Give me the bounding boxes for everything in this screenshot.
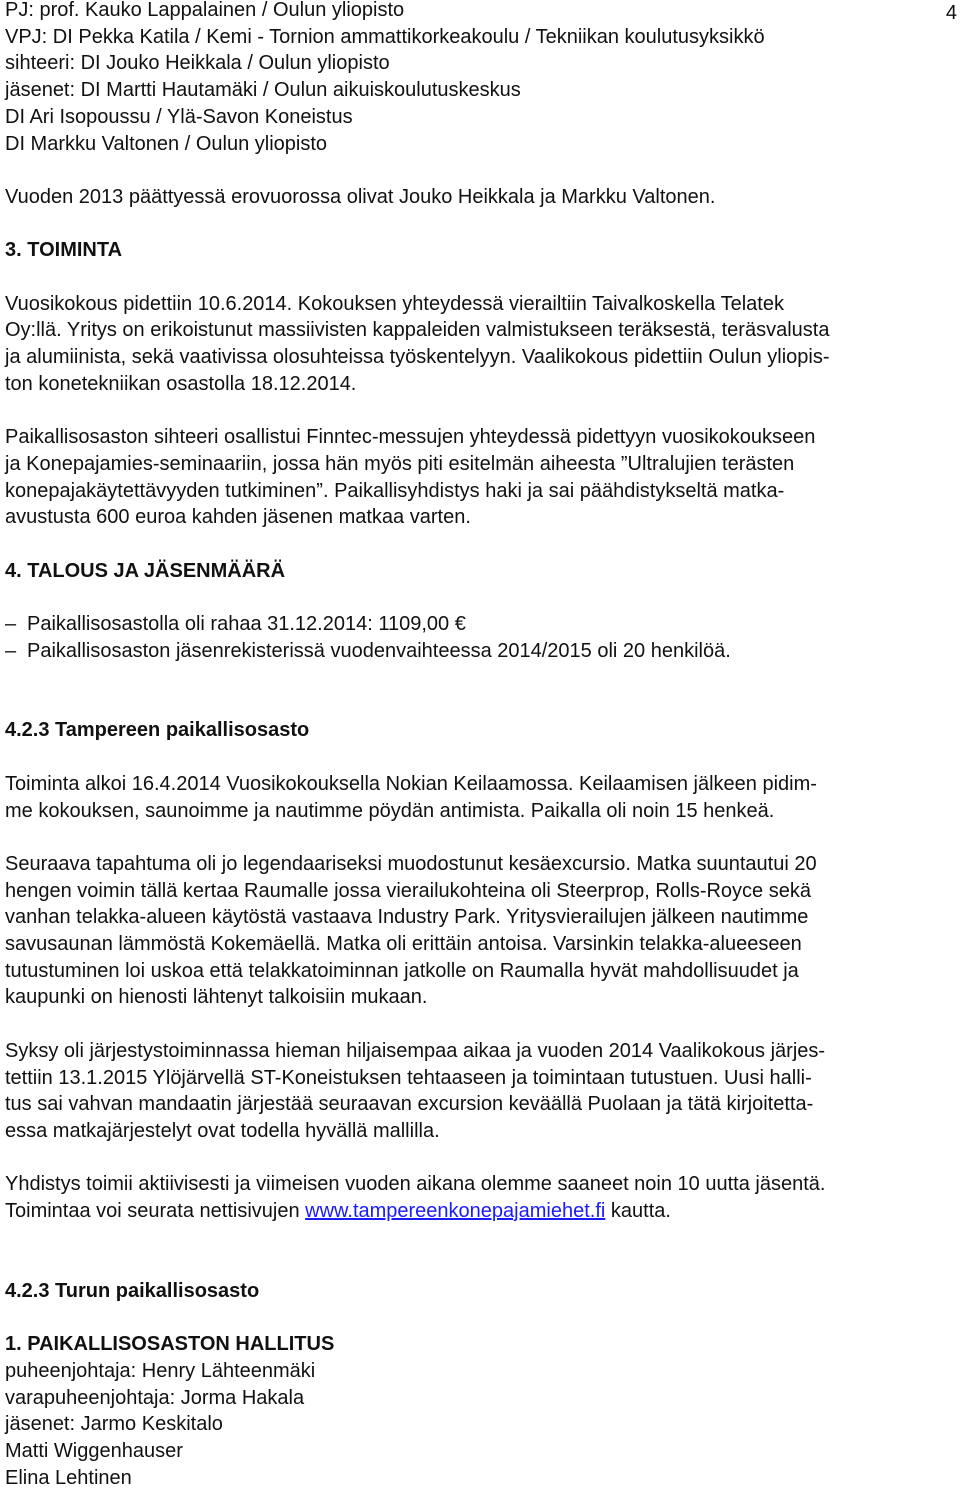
website-link[interactable]: www.tampereenkonepajamiehet.fi [305,1200,606,1223]
board-line: DI Markku Valtonen / Oulun yliopisto [5,132,328,155]
text-line: hengen voimin tällä kertaa Raumalle jossa vierailukohteina oli Steerprop, Rolls-Royce sekä [5,879,811,902]
text-line: ja alumiinista, sekä vaativissa olosuhteissa työskentelyyn. Vaalikokous pidettiin Oulun yliopis- [5,346,830,369]
text-line: ton konetekniikan osastolla 18.12.2014. [5,372,357,395]
text-line: Oy:llä. Yritys on erikoistunut massiivisten kappaleiden valmistukseen teräksestä, teräsvalusta [5,319,830,342]
tampere-paragraph-1 [5,771,938,824]
board-line: PJ: prof. Kauko Lappalainen / Oulun yliopisto [5,0,405,21]
text-line: essa matkajärjestelyt ovat todella hyvällä mallilla. [5,1119,440,1142]
text-line: Toiminta alkoi 16.4.2014 Vuosikokouksella Nokian Keilaamossa. Keilaamisen jälkeen pidim- [5,772,817,795]
resigning-text: Vuoden 2013 päättyessä erovuorossa olivat Jouko Heikkala ja Markku Valtonen. [5,185,716,208]
text-line: me kokouksen, saunoimme ja nautimme pöydän antimista. Paikalla oli noin 15 henkeä. [5,799,775,822]
member-line: Elina Lehtinen [5,1466,132,1489]
board-list [5,0,938,157]
tampere-paragraph-4 [5,1171,938,1224]
text-line: avustusta 600 euroa kahden jäsenen matkaa varten. [5,506,471,529]
text-line: Yhdistys toimii aktiivisesti ja viimeisen vuoden aikana olemme saaneet noin 10 uutta jäsentä. [5,1173,826,1196]
member-line: Matti Wiggenhauser [5,1439,183,1462]
section-heading-toiminta: 3. TOIMINTA [5,239,123,262]
member-line: varapuheenjohtaja: Jorma Hakala [5,1386,305,1409]
text-line: ja Konepajamies-seminaariin, jossa hän myös piti esitelmän aiheesta ”Ultralujien terästen [5,452,795,475]
board-line: VPJ: DI Pekka Katila / Kemi - Tornion ammattikorkeakoulu / Tekniikan koulutusyksikkö [5,25,765,48]
talous-list [5,611,938,664]
text-line: Vuosikokous pidettiin 10.6.2014. Kokouksen yhteydessä vierailtiin Taivalkoskella Telatek [5,292,784,315]
member-line: jäsenet: Jarmo Keskitalo [5,1413,223,1436]
text-line: vanhan telakka-alueen käytöstä vastaava Industry Park. Yritysvierailujen jälkeen nautimme [5,906,809,929]
text-line: tus sai vahvan mandaatin järjestää seuraavan excursion keväällä Puolaan ja tätä kirjoitetta- [5,1093,814,1116]
member-line: puheenjohtaja: Henry Lähteenmäki [5,1359,316,1382]
toiminta-paragraph-1 [5,291,938,398]
text-line: Paikallisosaston sihteeri osallistui Finntec-messujen yhteydessä pidettyyn vuosikokoukseen [5,426,816,449]
list-item: – Paikallisosaston jäsenrekisterissä vuodenvaihteessa 2014/2015 oli 20 henkilöä. [5,638,938,665]
text-line: savusaunan lämmöstä Kokemäellä. Matka oli erittäin antoisa. Varsinkin telakka-alueeseen [5,933,802,956]
toiminta-paragraph-2 [5,424,938,531]
text-line: tettiin 13.1.2015 Ylöjärvellä ST-Koneistuksen tehtaaseen ja toimintaan tutustuen. Uusi halli- [5,1066,812,1089]
text-line: tutustuminen loi uskoa että telakkatoiminnan jatkolle on Raumalla hyvät mahdollisuudet ja [5,959,799,982]
page-number: 4 [945,2,957,24]
turku-members-list [5,1358,938,1492]
dash-bullet: – [5,613,17,636]
section-heading-turku: 4.2.3 Turun paikallisosasto [5,1279,260,1302]
text-line: Seuraava tapahtuma oli jo legendaariseksi muodostunut kesäexcursio. Matka suuntautui 20 [5,852,817,875]
text-line: konepajakäytettävyyden tutkiminen”. Paikallisyhdistys haki ja sai päähdistykseltä matka- [5,479,785,502]
text-line: Toimintaa voi seurata nettisivujen www.tampereenkonepajamiehet.fi kautta. [5,1200,671,1223]
dash-bullet: – [5,639,17,662]
tampere-paragraph-3 [5,1038,938,1145]
subheading-hallitus: 1. PAIKALLISOSASTON HALLITUS [5,1333,335,1356]
list-item: – Paikallisosastolla oli rahaa 31.12.2014: 1109,00 € [5,611,938,638]
tampere-paragraph-2 [5,851,938,1011]
text-line: kaupunki on hienosti lähtenyt talkoisiin mukaan. [5,986,428,1009]
section-heading-tampere: 4.2.3 Tampereen paikallisosasto [5,719,310,742]
section-heading-talous: 4. TALOUS JA JÄSENMÄÄRÄ [5,559,286,582]
text-line: Syksy oli järjestystoiminnassa hieman hiljaisempaa aikaa ja vuoden 2014 Vaalikokous järjes- [5,1039,826,1062]
board-line: sihteeri: DI Jouko Heikkala / Oulun yliopisto [5,52,390,75]
board-line: DI Ari Isopoussu / Ylä-Savon Koneistus [5,105,353,128]
board-line: jäsenet: DI Martti Hautamäki / Oulun aikuiskoulutuskeskus [5,79,521,102]
